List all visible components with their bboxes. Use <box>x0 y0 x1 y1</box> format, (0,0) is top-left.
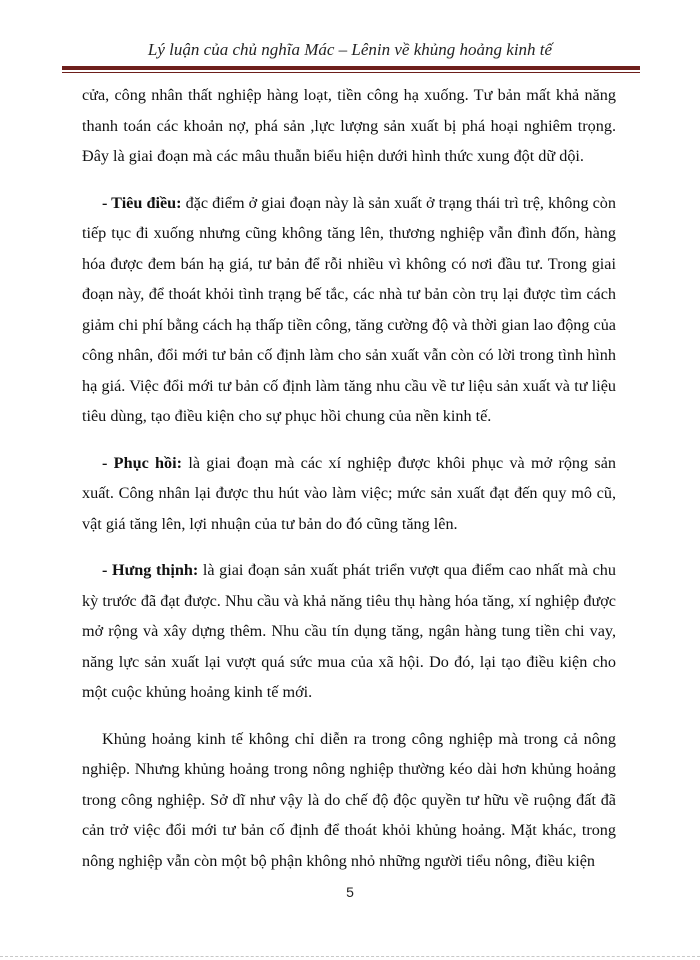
header-rule-thick <box>62 66 640 70</box>
paragraph-text: cửa, công nhân thất nghiệp hàng loạt, tiền công hạ xuống. Tư bản mất khả năng thanh toán các khoản nợ, phá sản ,lực lượng sản xuất bị phá hoại nghiêm trọng. Đây là giai đoạn mà các mâu thuẫn biểu hiện dưới hình thức xung đột dữ dội. <box>82 86 616 165</box>
header-rule-thin <box>62 72 640 73</box>
running-header-title: Lý luận của chủ nghĩa Mác – Lênin về khủng hoảng kinh tế <box>147 40 553 59</box>
paragraph-phuc-hoi <box>82 448 616 540</box>
body-text <box>82 80 616 892</box>
paragraph-text: là giai đoạn mà các xí nghiệp được khôi phục và mở rộng sản xuất. Công nhân lại được thu hút vào làm việc; mức sản xuất đạt đến quy mô cũ, vật giá tăng lên, lợi nhuận của tư bản do đó cũng tăng lên. <box>82 453 616 533</box>
paragraph-agriculture <box>82 724 616 877</box>
paragraph-hung-thinh <box>82 555 616 708</box>
paragraph-continuation <box>82 80 616 172</box>
paragraph-tieu-dieu <box>82 188 616 432</box>
page-number: 5 <box>346 884 354 900</box>
page-break-line <box>0 956 700 957</box>
paragraph-lead-term: - Phục hồi: <box>102 453 183 472</box>
paragraph-text: là giai đoạn sản xuất phát triển vượt qua điểm cao nhất mà chu kỳ trước đã đạt được. Nhu cầu và khả năng tiêu thụ hàng hóa tăng, xí nghiệp được mở rộng và xây dựng thêm. Nhu cầu tín dụng tăng, ngân hàng tung tiền chi vay, năng lực sản xuất lại vượt quá sức mua của xã hội. Do đó, lại tạo điều kiện cho một cuộc khủng hoảng kinh tế mới. <box>82 561 616 701</box>
paragraph-lead-term: - Tiêu điều: <box>102 193 182 212</box>
paragraph-text: đặc điểm ở giai đoạn này là sản xuất ở trạng thái trì trệ, không còn tiếp tục đi xuống nhưng cũng không tăng lên, thương nghiệp vẫn đình đốn, hàng hóa được đem bán hạ giá, tư bản để rỗi nhiều vì không có nơi đầu tư. Trong giai đoạn này, để thoát khỏi tình trạng bế tắc, các nhà tư bản còn trụ lại được tìm cách giảm chi phí bằng cách hạ thấp tiền công, tăng cường độ và thời gian lao động của công nhân, đổi mới tư bản cố định làm cho sản xuất vẫn còn có lời trong tình hình hạ giá. Việc đổi mới tư bản cố định làm tăng nhu cầu về tư liệu sản xuất và tư liệu tiêu dùng, tạo điều kiện cho sự phục hồi chung của nền kinh tế. <box>82 193 616 425</box>
paragraph-lead-term: - Hưng thịnh: <box>102 561 199 579</box>
paragraph-text: Khủng hoảng kinh tế không chỉ diễn ra trong công nghiệp mà trong cả nông nghiệp. Nhưng khủng hoảng trong nông nghiệp thường kéo dài hơn khủng hoảng trong công nghiệp. Sở dĩ như vậy là do chế độ độc quyền tư hữu về ruộng đất đã cản trở việc đổi mới tư bản cố định để thoát khỏi khủng hoảng. Mặt khác, trong nông nghiệp vẫn còn một bộ phận không nhỏ những người tiểu nông, điều kiện <box>82 729 616 870</box>
